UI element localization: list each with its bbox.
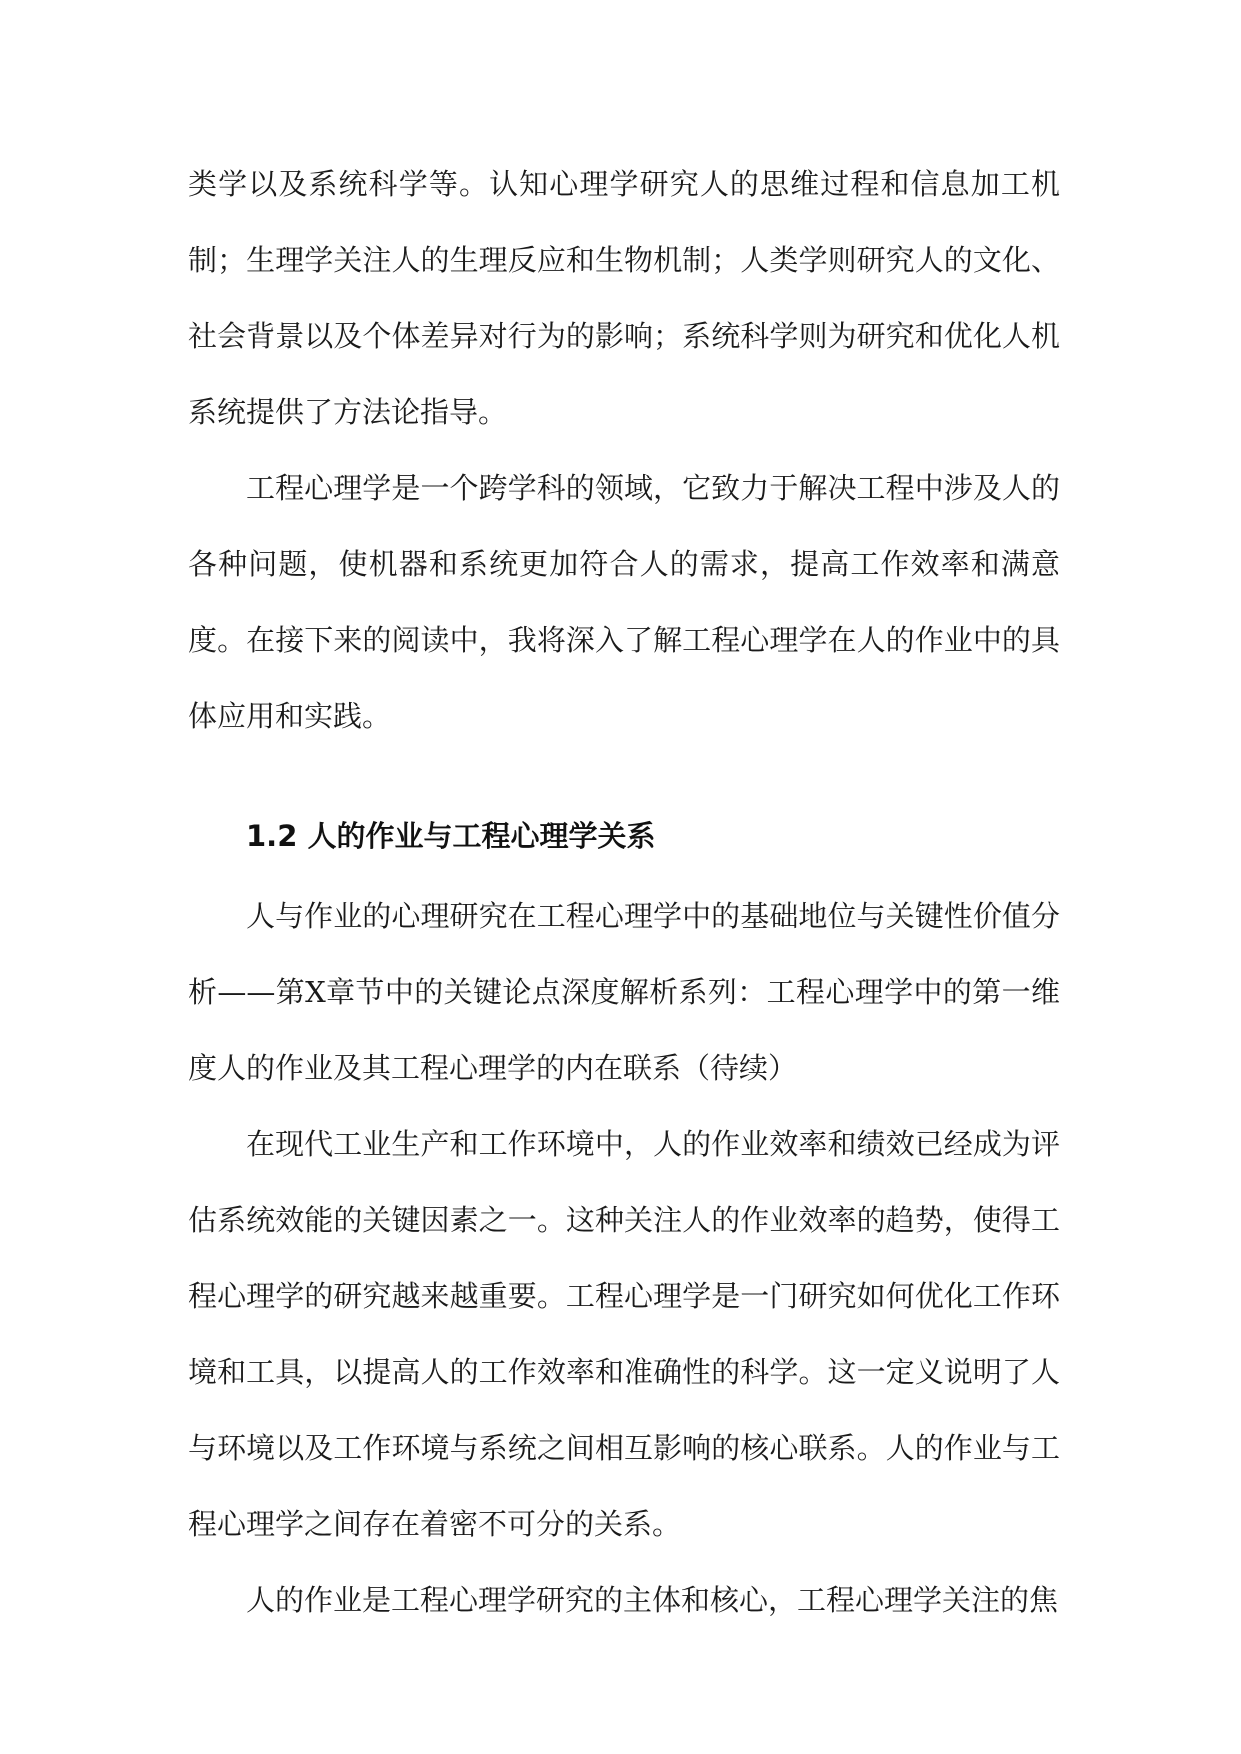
paragraph-continued: 类学以及系统科学等。认知心理学研究人的思维过程和信息加工机制；生理学关注人的生理反应和生物机制；人类学则研究人的文化、社会背景以及个体差异对行为的影响；系统科学则为研究和优化人机系统提供了方法论指导。 xyxy=(188,167,1060,429)
section-heading: 1.2 人的作业与工程心理学关系 xyxy=(246,819,656,853)
paragraph: 在现代工业生产和工作环境中，人的作业效率和绩效已经成为评估系统效能的关键因素之一。这种关注人的作业效率的趋势，使得工程心理学的研究越来越重要。工程心理学是一门研究如何优化工作环境和工具，以提高人的工作效率和准确性的科学。这一定义说明了人与环境以及工作环境与系统之间相互影响的核心联系。人的作业与工程心理学之间存在着密不可分的关系。 xyxy=(188,1127,1060,1541)
body-text xyxy=(188,146,1060,1638)
paragraph: 人与作业的心理研究在工程心理学中的基础地位与关键性价值分析——第X章节中的关键论点深度解析系列：工程心理学中的第一维度人的作业及其工程心理学的内在联系（待续） xyxy=(188,899,1060,1085)
paragraph-truncated: 人的作业是工程心理学研究的主体和核心，工程心理学关注的焦 xyxy=(246,1583,1059,1617)
paragraph: 工程心理学是一个跨学科的领域，它致力于解决工程中涉及人的各种问题，使机器和系统更加符合人的需求，提高工作效率和满意度。在接下来的阅读中，我将深入了解工程心理学在人的作业中的具体应用和实践。 xyxy=(188,471,1060,733)
